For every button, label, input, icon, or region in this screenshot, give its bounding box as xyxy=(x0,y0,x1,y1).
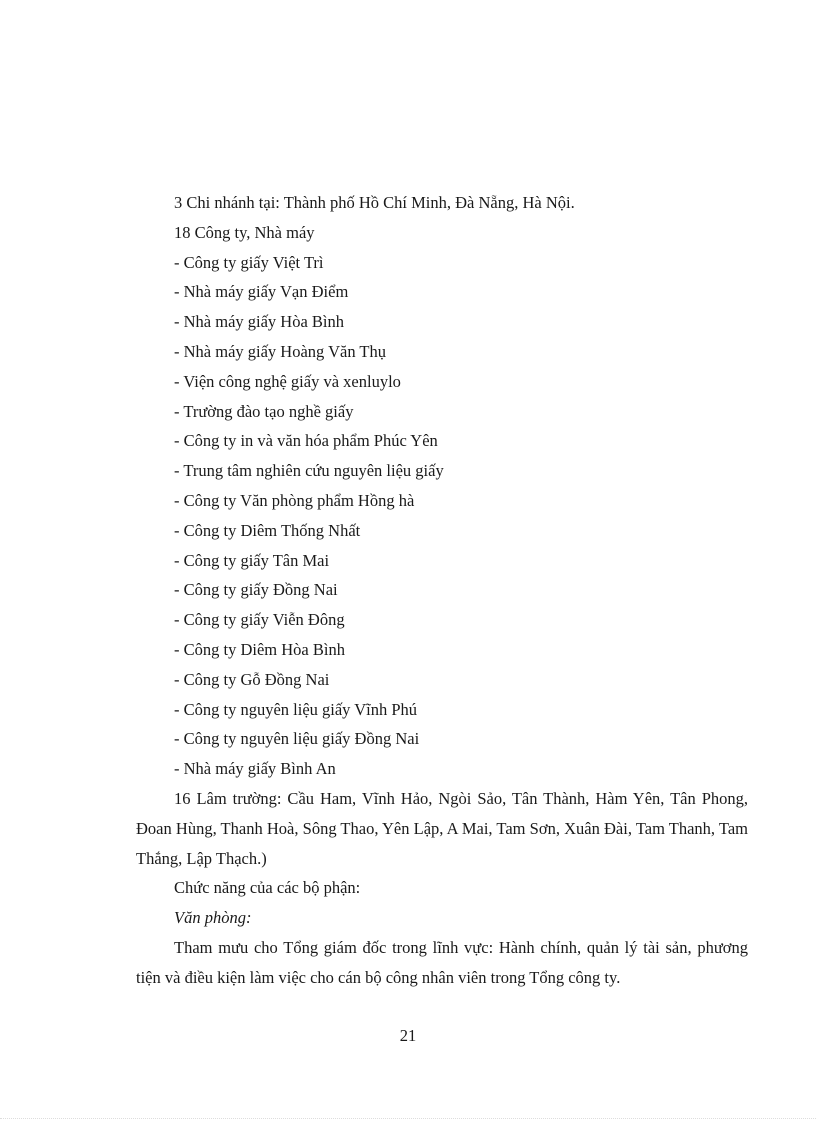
page-bottom-rule xyxy=(0,1118,816,1119)
list-item: - Công ty giấy Đồng Nai xyxy=(174,580,338,600)
list-item: - Nhà máy giấy Hòa Bình xyxy=(174,312,345,332)
list-item: - Trung tâm nghiên cứu nguyên liệu giấy xyxy=(174,461,444,481)
forestry-paragraph: 16 Lâm trường: Cầu Ham, Vĩnh Hảo, Ngòi Sảo, Tân Thành, Hàm Yên, Tân Phong, Đoan Hùng, Thanh Hoà, Sông Thao, Yên Lập, A Mai, Tam Sơn, Xuân Đài, Tam Thanh, Tam Thắng, Lập Thạch.) xyxy=(136,788,748,868)
list-item: - Nhà máy giấy Hoàng Văn Thụ xyxy=(174,341,387,361)
list-item: - Công ty nguyên liệu giấy Vĩnh Phú xyxy=(174,699,418,719)
companies-list xyxy=(136,248,748,784)
list-item: - Công ty Văn phòng phẩm Hồng hà xyxy=(174,490,415,510)
list-item: - Công ty giấy Tân Mai xyxy=(174,550,330,570)
page-number: 21 xyxy=(399,1026,417,1045)
list-item: - Công ty Diêm Thống Nhất xyxy=(174,520,361,540)
list-item: - Trường đào tạo nghề giấy xyxy=(174,401,354,421)
list-item: - Nhà máy giấy Bình An xyxy=(174,759,336,779)
companies-heading: 18 Công ty, Nhà máy xyxy=(174,222,315,242)
office-heading: Văn phòng: xyxy=(174,908,252,928)
functions-heading: Chức năng của các bộ phận: xyxy=(174,878,361,898)
page-body xyxy=(136,188,748,993)
list-item: - Công ty Gỗ Đồng Nai xyxy=(174,669,330,689)
list-item: - Công ty giấy Viễn Đông xyxy=(174,610,345,630)
list-item: - Công ty nguyên liệu giấy Đồng Nai xyxy=(174,729,420,749)
list-item: - Viện công nghệ giấy và xenluylo xyxy=(174,371,401,391)
list-item: - Công ty Diêm Hòa Bình xyxy=(174,639,345,659)
list-item: - Công ty giấy Việt Trì xyxy=(174,252,324,272)
branches-line: 3 Chi nhánh tại: Thành phố Hồ Chí Minh, Đà Nẵng, Hà Nội. xyxy=(174,193,575,212)
office-paragraph: Tham mưu cho Tổng giám đốc trong lĩnh vực: Hành chính, quản lý tài sản, phương tiện và điều kiện làm việc cho cán bộ công nhân viên trong Tổng công ty. xyxy=(136,937,748,987)
list-item: - Công ty in và văn hóa phẩm Phúc Yên xyxy=(174,431,438,451)
list-item: - Nhà máy giấy Vạn Điểm xyxy=(174,282,349,302)
